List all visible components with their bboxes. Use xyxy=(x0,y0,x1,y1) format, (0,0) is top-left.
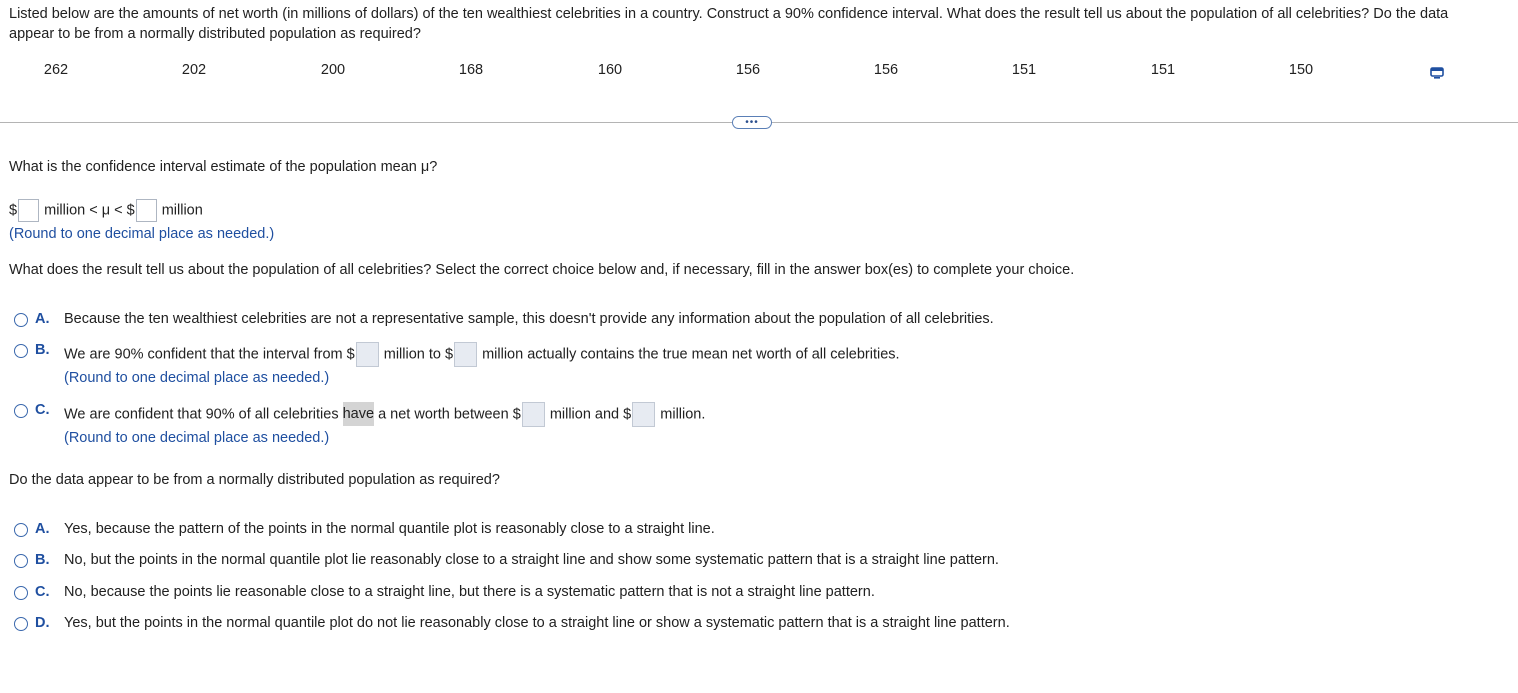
data-value: 160 xyxy=(597,62,623,78)
q2-c-part1b: a net worth between $ xyxy=(374,406,521,423)
q2-option-c-text xyxy=(64,402,705,427)
question-confidence-interval: What is the confidence interval estimate of the population mean μ? xyxy=(9,159,438,175)
q2-option-c-letter: C. xyxy=(35,402,50,418)
ci-answer-row xyxy=(9,199,203,222)
q3-option-c-radio[interactable] xyxy=(14,586,28,600)
q2-b-part3: million actually contains the true mean net worth of all celebrities. xyxy=(482,346,900,363)
data-values-row xyxy=(0,62,1518,84)
copy-data-icon[interactable] xyxy=(1430,66,1444,80)
data-value: 200 xyxy=(320,62,346,78)
q3-option-d-text: Yes, but the points in the normal quantile plot do not lie reasonably close to a straight line or show a systematic pattern that is a straight line pattern. xyxy=(64,615,1010,631)
q2-option-b-radio[interactable] xyxy=(14,344,28,358)
q2-option-b-letter: B. xyxy=(35,342,50,358)
ci-unit-text: million xyxy=(161,202,203,219)
q2-option-b-text xyxy=(64,342,900,367)
q2-option-a-radio[interactable] xyxy=(14,313,28,327)
round-note: (Round to one decimal place as needed.) xyxy=(9,226,275,242)
q2-c-part1a: We are confident that 90% of all celebrities xyxy=(64,406,343,423)
data-value: 151 xyxy=(1011,62,1037,78)
q3-option-d-letter: D. xyxy=(35,615,50,631)
q2-b-lower-input[interactable] xyxy=(356,342,379,367)
q2-c-upper-input[interactable] xyxy=(632,402,655,427)
data-value: 156 xyxy=(735,62,761,78)
q2-c-lower-input[interactable] xyxy=(522,402,545,427)
q3-option-a-radio[interactable] xyxy=(14,523,28,537)
q3-option-a-letter: A. xyxy=(35,521,50,537)
q2-c-part3: million. xyxy=(660,406,706,423)
data-value: 262 xyxy=(43,62,69,78)
dollar-sign: $ xyxy=(9,202,18,219)
q2-option-c-radio[interactable] xyxy=(14,404,28,418)
ci-lower-input[interactable] xyxy=(18,199,39,222)
data-value: 202 xyxy=(181,62,207,78)
q2-b-part2: million to $ xyxy=(383,346,454,363)
question-normality: Do the data appear to be from a normally distributed population as required? xyxy=(9,472,500,488)
q2-option-a-letter: A. xyxy=(35,311,50,327)
q2-c-round-note: (Round to one decimal place as needed.) xyxy=(64,430,330,446)
q2-b-upper-input[interactable] xyxy=(454,342,477,367)
q3-option-b-text: No, but the points in the normal quantile plot lie reasonably close to a straight line and show some systematic pattern that is a straight line pattern. xyxy=(64,552,999,568)
q2-c-highlight: have xyxy=(343,402,374,426)
q2-option-a-text: Because the ten wealthiest celebrities are not a representative sample, this doesn't provide any information about the population of all celebrities. xyxy=(64,311,994,327)
problem-statement: Listed below are the amounts of net worth (in millions of dollars) of the ten wealthiest celebrities in a country. Construct a 90% confidence interval. What does the result tell us about the population of all celebrities? Do the data appear to be from a normally distributed population as required? xyxy=(9,6,1449,42)
data-value: 151 xyxy=(1150,62,1176,78)
question-population-meaning: What does the result tell us about the population of all celebrities? Select the correct choice below and, if necessary, fill in the answer box(es) to complete your choice. xyxy=(9,262,1075,278)
ci-middle-text: million < μ < $ xyxy=(44,202,135,219)
q2-b-part1: We are 90% confident that the interval from $ xyxy=(64,346,355,363)
show-more-button[interactable]: ••• xyxy=(732,116,772,129)
q3-option-a-text: Yes, because the pattern of the points in the normal quantile plot is reasonably close to a straight line. xyxy=(64,521,715,537)
q3-option-d-radio[interactable] xyxy=(14,617,28,631)
data-value: 150 xyxy=(1288,62,1314,78)
q3-option-c-text: No, because the points lie reasonable close to a straight line, but there is a systematic pattern that is not a straight line pattern. xyxy=(64,584,875,600)
q3-option-c-letter: C. xyxy=(35,584,50,600)
q3-option-b-radio[interactable] xyxy=(14,554,28,568)
q2-c-part2: million and $ xyxy=(549,406,632,423)
data-value: 156 xyxy=(873,62,899,78)
data-value: 168 xyxy=(458,62,484,78)
ci-upper-input[interactable] xyxy=(136,199,157,222)
q3-option-b-letter: B. xyxy=(35,552,50,568)
q2-b-round-note: (Round to one decimal place as needed.) xyxy=(64,370,330,386)
